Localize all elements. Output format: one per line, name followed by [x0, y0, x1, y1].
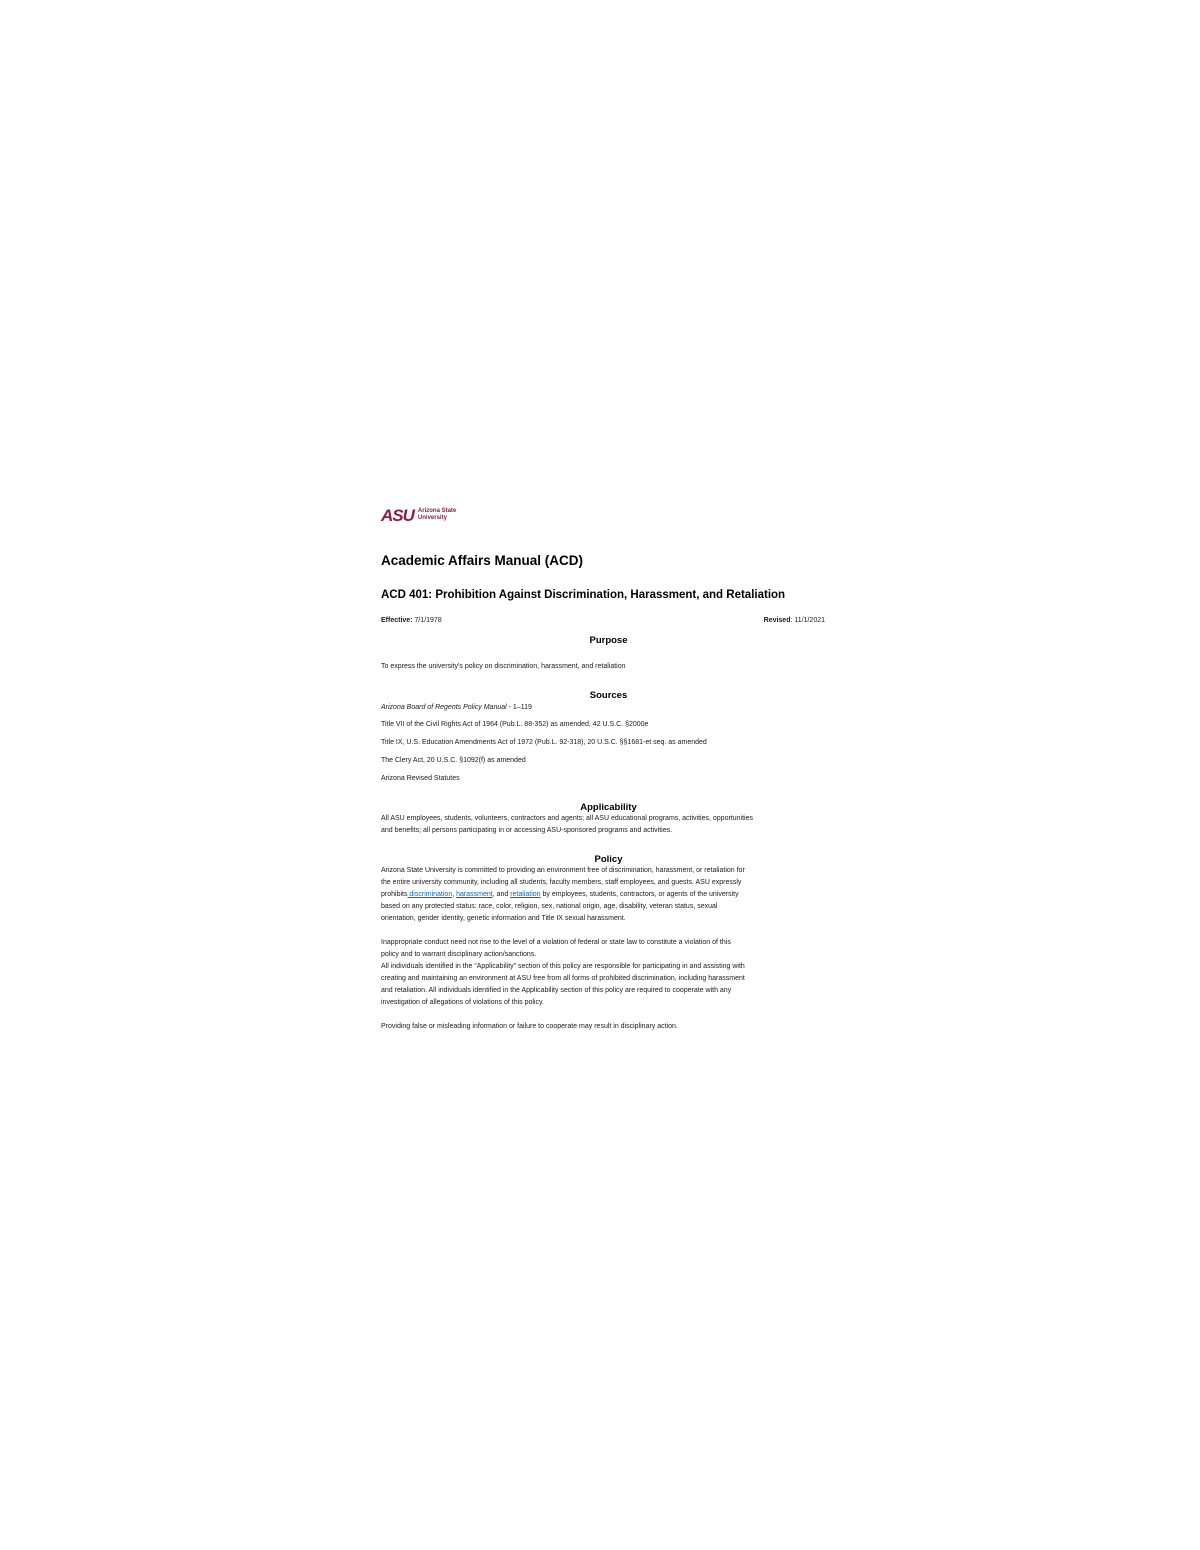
policy-paragraph-1	[381, 865, 836, 925]
retaliation-link[interactable]: retaliation	[510, 891, 541, 898]
source-item	[381, 773, 836, 785]
applicability-line: All ASU employees, students, volunteers, contractors and agents; all ASU educational programs, activities, opportunities	[381, 815, 753, 822]
source-item-text: Title VII of the Civil Rights Act of 1964 (Pub.L. 88-352) as amended, 42 U.S.C. §2000e	[381, 721, 649, 728]
harassment-link[interactable]: harassment	[456, 891, 493, 898]
policy-line: the entire university community, including all students, faculty members, staff employees, and guests. ASU expressly	[381, 879, 742, 886]
purpose-text: To express the university's policy on discrimination, harassment, and retaliation	[381, 663, 626, 670]
policy-line: creating and maintaining an environment at ASU free from all forms of prohibited discrimination, including harassment	[381, 975, 745, 982]
applicability-line: and benefits; all persons participating in or accessing ASU-sponsored programs and activities.	[381, 827, 673, 834]
policy-line: orientation, gender identity, genetic information and Title IX sexual harassment.	[381, 915, 626, 922]
policy-line: All individuals identified in the “Applicability” section of this policy are responsible for participating in and assisting with	[381, 963, 745, 970]
source-item	[381, 719, 836, 731]
policy-paragraph-4: Providing false or misleading information or failure to cooperate may result in disciplinary action.	[381, 1023, 678, 1030]
purpose-heading: Purpose	[589, 635, 628, 646]
effective-label: Effective:	[381, 617, 413, 624]
policy-text: by employees, students, contractors, or agents of the university	[540, 891, 739, 898]
policy-line: prohibits	[381, 891, 408, 898]
revised-label: Revised	[763, 617, 791, 624]
asu-logo-mark: ASU	[381, 505, 414, 525]
logo-line-1: Arizona State	[417, 508, 457, 514]
sources-list	[381, 702, 836, 785]
source-item-text: The Clery Act, 20 U.S.C. §1092(f) as amended	[381, 757, 526, 764]
policy-heading: Policy	[594, 854, 623, 865]
source-item-italic: Arizona Board of Regents Policy Manual	[381, 704, 507, 711]
policy-paragraph-2	[381, 937, 836, 1009]
policy-line: Arizona State University is committed to providing an environment free of discrimination, harassment, or retaliation for	[381, 867, 745, 874]
source-item	[381, 755, 836, 767]
document-page	[381, 505, 836, 1033]
policy-line: Inappropriate conduct need not rise to the level of a violation of federal or state law to constitute a violation of this	[381, 939, 731, 946]
revised-date	[764, 617, 825, 624]
policy-line: and retaliation. All individuals identified in the Applicability section of this policy are required to cooperate with any	[381, 987, 732, 994]
source-item	[381, 737, 836, 749]
policy-text: ,	[452, 891, 457, 898]
applicability-heading: Applicability	[580, 802, 637, 813]
revised-value: : 11/1/2021	[790, 617, 825, 624]
source-item-text: Arizona Revised Statutes	[381, 775, 460, 782]
policy-line: policy and to warrant disciplinary action/sanctions.	[381, 951, 537, 958]
policy-text: , and	[492, 891, 511, 898]
discrimination-link[interactable]: discrimination	[407, 891, 453, 898]
logo-line-2: University	[417, 515, 447, 521]
effective-date	[381, 617, 442, 624]
policy-title: ACD 401: Prohibition Against Discrimination, Harassment, and Retaliation	[381, 589, 786, 601]
sources-heading: Sources	[589, 690, 628, 701]
policy-dates	[381, 617, 836, 624]
effective-value: 7/1/1978	[414, 617, 442, 624]
policy-line: based on any protected status: race, color, religion, sex, national origin, age, disability, veteran status, sexual	[381, 903, 718, 910]
asu-logo-wordmark	[418, 508, 456, 522]
source-item	[381, 702, 836, 714]
asu-logo	[381, 505, 836, 525]
source-item-text: - 1–119	[506, 704, 532, 711]
applicability-text	[381, 813, 836, 837]
manual-title: Academic Affairs Manual (ACD)	[381, 553, 584, 568]
policy-line: investigation of allegations of violations of this policy.	[381, 999, 544, 1006]
source-item-text: Title IX, U.S. Education Amendments Act of 1972 (Pub.L. 92-318), 20 U.S.C. §§1681-et seq. as amended	[381, 739, 707, 746]
